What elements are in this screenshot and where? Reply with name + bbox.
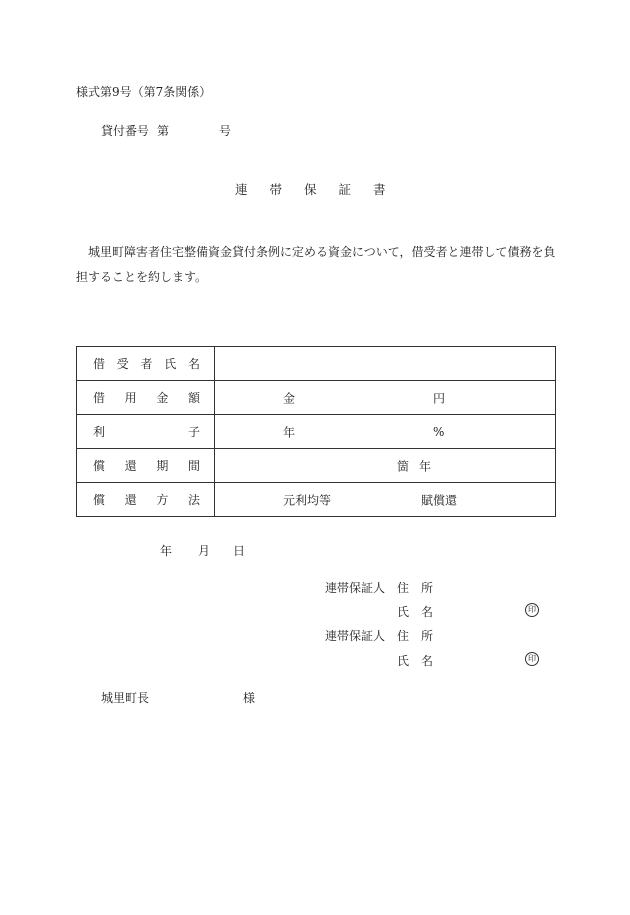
label-char: 額 — [187, 391, 200, 405]
period-ka: 箇 — [397, 459, 410, 473]
label-char: 金 — [156, 391, 169, 405]
label-char: 償 — [93, 459, 106, 473]
label-loan-amount — [77, 381, 215, 415]
method-installment: 賦償還 — [421, 493, 458, 507]
interest-year: 年 — [283, 425, 296, 439]
value-repayment-period[interactable] — [215, 449, 556, 483]
form-number: 様式第9号（第7条関係） — [76, 85, 212, 99]
table-row-repayment-period — [77, 449, 556, 483]
amount-kin: 金 — [283, 391, 296, 405]
addressee-name: 城里町長 — [101, 691, 150, 705]
label-repayment-method — [77, 483, 215, 517]
loan-number-dai: 第 — [157, 124, 170, 138]
date-day: 日 — [233, 544, 246, 558]
value-loan-amount[interactable] — [215, 381, 556, 415]
amount-yen: 円 — [433, 391, 446, 405]
label-char: 期 — [156, 459, 169, 473]
label-interest — [77, 415, 215, 449]
label-char: 還 — [124, 493, 137, 507]
label-char: 借 — [93, 357, 106, 371]
guarantor-1-role: 連帯保証人 — [325, 581, 386, 595]
loan-info-table — [76, 346, 556, 517]
period-year: 年 — [419, 459, 432, 473]
label-char: 借 — [93, 391, 106, 405]
label-char: 名 — [187, 357, 200, 371]
table-row-repayment-method — [77, 483, 556, 517]
interest-percent: % — [433, 424, 445, 439]
body-text: 城里町障害者住宅整備資金貸付条例に定める資金について，借受者と連帯して債務を負担することを約します。 — [76, 245, 556, 284]
loan-number — [101, 122, 232, 139]
label-char: 受 — [116, 357, 129, 371]
addressee-honorific: 様 — [243, 691, 256, 705]
guarantor-1-name-label: 氏 名 — [397, 605, 434, 619]
label-char: 間 — [187, 459, 200, 473]
label-char: 法 — [187, 493, 200, 507]
label-char: 者 — [140, 357, 153, 371]
guarantor-2-name-label: 氏 名 — [397, 654, 434, 668]
label-borrower-name — [77, 347, 215, 381]
table-row-interest — [77, 415, 556, 449]
loan-number-label: 貸付番号 — [101, 124, 150, 138]
date-month: 月 — [198, 544, 211, 558]
date-year: 年 — [160, 544, 173, 558]
document-title: 連帯保証書 — [235, 182, 408, 197]
table-row-loan-amount — [77, 381, 556, 415]
label-repayment-period — [77, 449, 215, 483]
label-char: 還 — [124, 459, 137, 473]
table-row-borrower — [77, 347, 556, 381]
guarantor-2-address-label: 住 所 — [397, 629, 434, 643]
label-char: 償 — [93, 493, 106, 507]
label-char: 氏 — [164, 357, 177, 371]
loan-number-go: 号 — [219, 124, 232, 138]
value-interest[interactable] — [215, 415, 556, 449]
value-repayment-method[interactable] — [215, 483, 556, 517]
guarantor-1-address-label: 住 所 — [397, 581, 434, 595]
seal-icon: 印 — [525, 652, 539, 666]
value-borrower-name[interactable] — [215, 347, 556, 381]
addressee — [101, 689, 256, 706]
label-char: 方 — [156, 493, 169, 507]
label-char: 子 — [187, 425, 200, 439]
guarantor-2-role: 連帯保証人 — [325, 629, 386, 643]
label-char: 利 — [93, 425, 106, 439]
label-char: 用 — [124, 391, 137, 405]
seal-icon: 印 — [525, 603, 539, 617]
method-equal: 元利均等 — [283, 493, 332, 507]
